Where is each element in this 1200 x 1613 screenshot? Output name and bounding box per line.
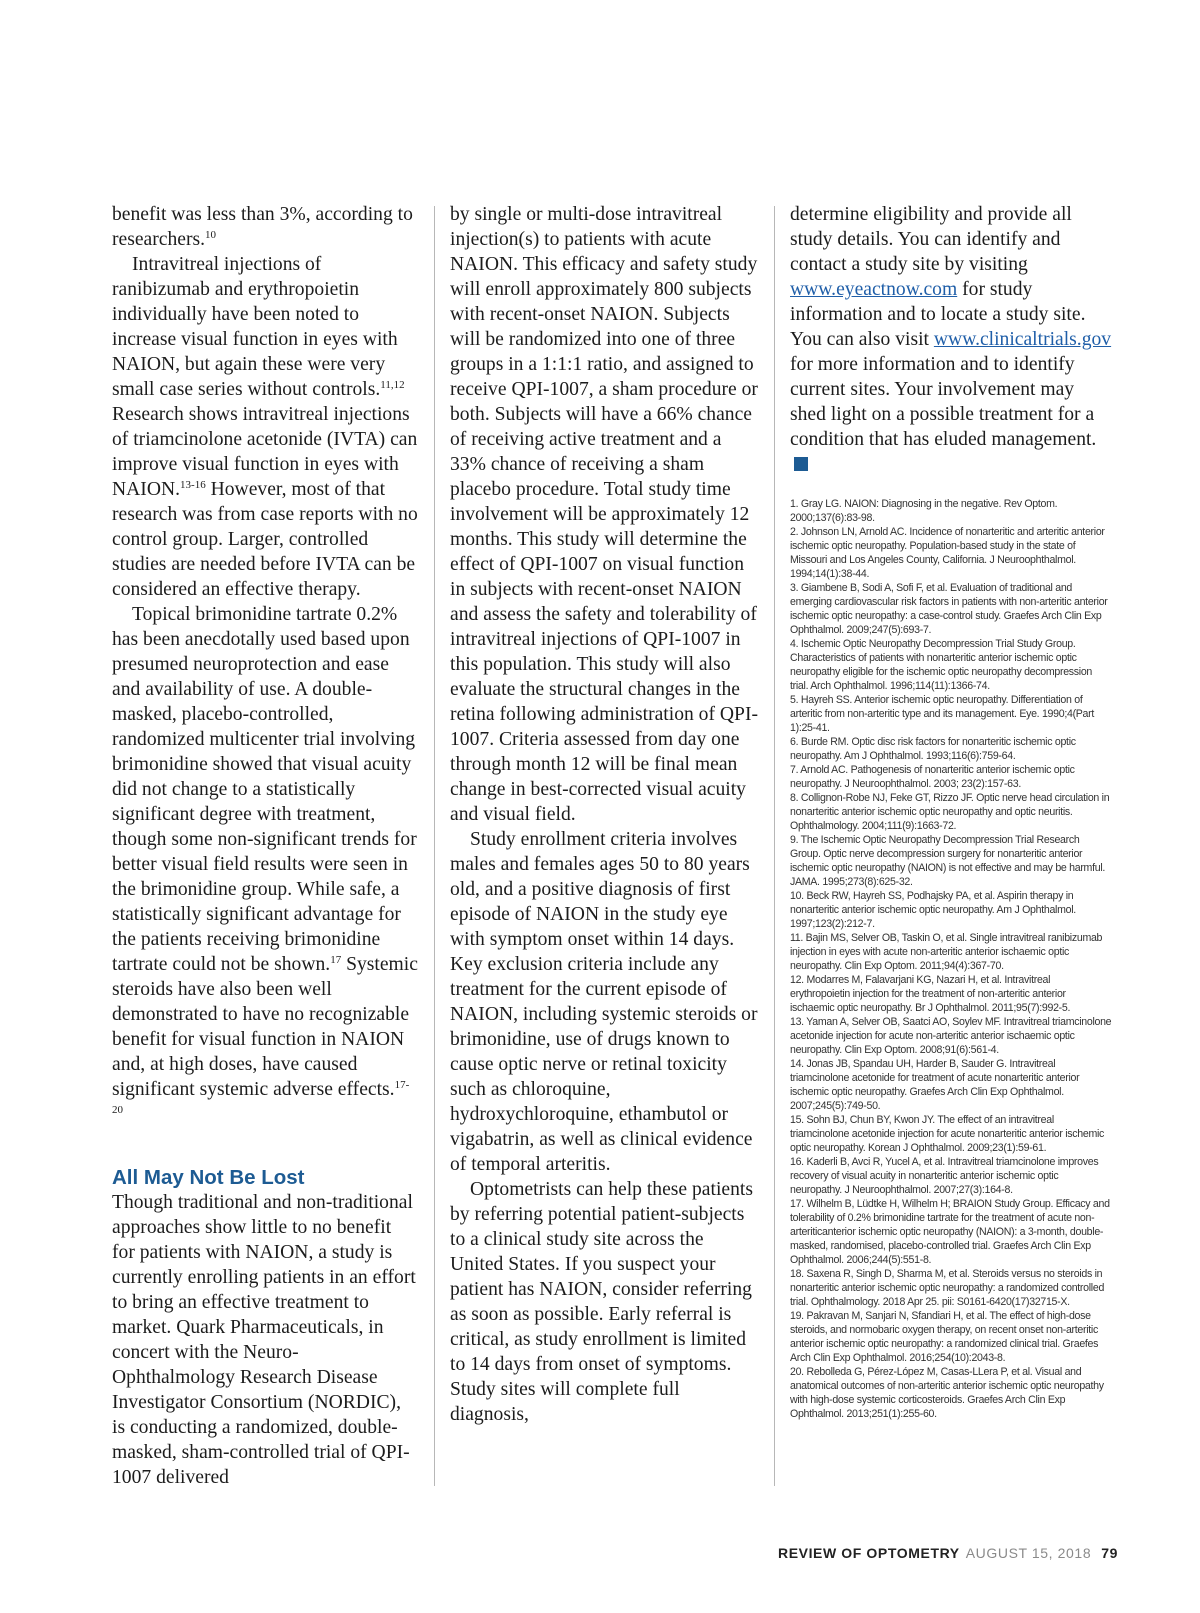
reference-item: 6. Burde RM. Optic disc risk factors for nonarteritic ischemic optic neuropathy. Am J Ophthalmol. 1993;116(6):759-64. [790,736,1076,762]
reference-item: 12. Modarres M, Falavarjani KG, Nazari H, et al. Intravitreal erythropoietin injection for the treatment of non-arteritic anterior ischaemic optic neuropathy. Br J Ophthalmol. 2011;95(7):992-5. [790,974,1071,1014]
column-3 [790,202,1112,1421]
body-paragraph [112,252,418,602]
column-divider [434,206,435,1486]
citation: 10 [205,229,217,241]
citation: 17-20 [112,1079,410,1116]
reference-item: 8. Collignon-Robe NJ, Feke GT, Rizzo JF. Optic nerve head circulation in nonarteritic anterior ischemic optic neuropathy and optic neuritis. Ophthalmology. 2004;111(9):1663-72. [790,792,1110,832]
reference-item: 3. Giambene B, Sodi A, Sofi F, et al. Evaluation of traditional and emerging cardiovascular risk factors in patients with non-arteritic anterior ischemic optic neuropathy: a case-control study. Graefes Arch Clin Exp Ophthalmol. 2009;247(5):693-7. [790,582,1108,636]
column-divider [774,206,775,1486]
reference-item: 11. Bajin MS, Selver OB, Taskin O, et al. Single intravitreal ranibizumab injection in eyes with acute non-arteritic anterior ischaemic optic neuropathy. Clin Exp Optom. 2011;94(4):367-70. [790,932,1103,972]
paragraph-text: However, most of that research was from case reports with no control group. Larger, controlled studies are needed before IVTA can be considered an effective therapy. [112,479,418,600]
references-list [790,497,1112,1421]
reference-item: 7. Arnold AC. Pathogenesis of nonarteritic anterior ischemic optic neuropathy. J Neuroophthalmol. 2003; 23(2):157-63. [790,764,1075,790]
section-heading: All May Not Be Lost [112,1166,305,1189]
clinicaltrials-link[interactable]: www.clinicaltrials.gov [933,329,1112,350]
body-paragraph: by single or multi-dose intravitreal injection(s) to patients with acute NAION. This efficacy and safety study will enroll approximately 800 subjects with recent-onset NAION. Subjects will be randomized into one of three groups in a 1:1:1 ratio, and assigned to receive QPI-1007, a sham procedure or both. Subjects will have a 66% chance of receiving active treatment and a 33% chance of receiving a sham placebo procedure. Total study time involvement will be approximately 12 months. This study will determine the effect of QPI-1007 on visual function in subjects with recent-onset NAION and assess the safety and tolerability of intravitreal injections of QPI-1007 in this population. This study will also evaluate the structural changes in the retina following administration of QPI-1007. Criteria assessed from day one through month 12 will be final mean change in best-corrected visual acuity and visual field. [450,204,758,825]
reference-item: 20. Rebolleda G, Pérez-López M, Casas-LLera P, et al. Visual and anatomical outcomes of non-arteritic anterior ischemic optic neuropathy with high-dose systemic corticosteroids. Graefes Arch Clin Exp Ophthalmol. 2013;251(1):255-60. [790,1366,1104,1420]
body-paragraph [112,602,418,1127]
reference-item: 14. Jonas JB, Spandau UH, Harder B, Sauder G. Intravitreal triamcinolone acetonide for treatment of acute nonarteritic anterior ischemic optic neuropathy. Graefes Arch Clin Exp Ophthalmol. 2007;245(5):749-50. [790,1058,1080,1112]
paragraph-text: benefit was less than 3%, according to researchers. [112,204,413,250]
citation: 11,12 [380,379,405,391]
reference-item: 5. Hayreh SS. Anterior ischemic optic neuropathy. Differentiation of arteritic from non-arteritic type and its management. Eye. 1990;4(Part 1):25-41. [790,694,1095,734]
citation: 13-16 [180,479,206,491]
body-paragraph [112,202,418,252]
paragraph-text: Research shows intravitreal injections of triamcinolone acetonide (IVTA) can improve visual function in eyes with NAION. [112,404,418,500]
issue-date: AUGUST 15, 2018 [965,1545,1092,1561]
body-paragraph [790,202,1112,477]
paragraph-text: Systemic steroids have also been well demonstrated to have no recognizable benefit for visual function in NAION and, at high doses, have caused significant systemic adverse effects. [112,954,418,1100]
reference-item: 9. The Ischemic Optic Neuropathy Decompression Trial Research Group. Optic nerve decompression surgery for nonarteritic anterior ischemic optic neuropathy (NAION) is not effective and may be harmful. JAMA. 1995;273(8):625-32. [790,834,1106,888]
eyeactnow-link[interactable]: www.eyeactnow.com [790,279,958,300]
page-footer [778,1545,1118,1561]
paragraph-text: Intravitreal injections of ranibizumab and erythropoietin individually have been noted to increase visual function in eyes with NAION, but again these were very small case series without controls. [112,254,398,400]
reference-item: 1. Gray LG. NAION: Diagnosing in the negative. Rev Optom. 2000;137(6):83-98. [790,498,1058,524]
reference-item: 10. Beck RW, Hayreh SS, Podhajsky PA, et al. Aspirin therapy in nonarteritic anterior ischemic optic neuropathy. Am J Ophthalmol. 1997;123(2):212-7. [790,890,1076,930]
reference-item: 15. Sohn BJ, Chun BY, Kwon JY. The effect of an intravitreal triamcinolone acetonide injection for acute nonarteritic anterior ischemic optic neuropathy. Korean J Ophthalmol. 2009;23(1):59-61. [790,1114,1105,1154]
reference-item: 18. Saxena R, Singh D, Sharma M, et al. Steroids versus no steroids in nonarteritic anterior ischemic optic neuropathy: a randomized controlled trial. Ophthalmology. 2018 Apr 25. pii: S0161-6420(17)32715-X. [790,1268,1105,1308]
page-number: 79 [1101,1545,1118,1561]
column-1 [112,202,418,1490]
reference-item: 2. Johnson LN, Arnold AC. Incidence of nonarteritic and arteritic anterior ischemic optic neuropathy. Population-based study in the state of Missouri and Los Angeles County, California. J Neuroophthalmol. 1994;14(1):38-44. [790,526,1105,580]
body-paragraph: Optometrists can help these patients by referring potential patient-subjects to a clinical study site across the United States. If you suspect your patient has NAION, consider referring as soon as possible. Early referral is critical, as study enrollment is limited to 14 days from onset of symptoms. Study sites will complete full diagnosis, [450,1179,753,1425]
paragraph-text: for more information and to identify current sites. Your involvement may shed light on a possible treatment for a condition that has eluded management. [790,354,1097,450]
body-paragraph: Study enrollment criteria involves males and females ages 50 to 80 years old, and a positive diagnosis of first episode of NAION in the study eye with symptom onset within 14 days. Key exclusion criteria include any treatment for the current episode of NAION, including systemic steroids or brimonidine, use of drugs known to cause optic nerve or retinal toxicity such as chloroquine, hydroxychloroquine, ethambutol or vigabatrin, as well as clinical evidence of temporal arteritis. [450,829,758,1175]
column-2 [450,202,760,1427]
reference-item: 17. Wilhelm B, Lüdtke H, Wilhelm H; BRAION Study Group. Efficacy and tolerability of 0.2% brimonidine tartrate for the treatment of acute non-arteriticanterior ischemic optic neuropathy (NAION): a 3-month, double-masked, randomised, placebo-controlled trial. Graefes Arch Clin Exp Ophthalmol. 2006;244(5):551-8. [790,1198,1110,1266]
paragraph-text: determine eligibility and provide all study details. You can identify and contact a study site by visiting [790,204,1072,275]
reference-item: 19. Pakravan M, Sanjari N, Sfandiari H, et al. The effect of high-dose steroids, and normobaric oxygen therapy, on recent onset non-arteritic anterior ischemic optic neuropathy: a randomized clinical trial. Graefes Arch Clin Exp Ophthalmol. 2016;254(10):2043-8. [790,1310,1099,1364]
reference-item: 16. Kaderli B, Avci R, Yucel A, et al. Intravitreal triamcinolone improves recovery of visual acuity in nonarteritic anterior ischemic optic neuropathy. J Neuroophthalmol. 2007;27(3):164-8. [790,1156,1099,1196]
end-of-article-mark [794,457,808,471]
body-paragraph: Though traditional and non-traditional approaches show little to no benefit for patients with NAION, a study is currently enrolling patients in an effort to bring an effective treatment to market. Quark Pharmaceuticals, in concert with the Neuro-Ophthalmology Research Disease Investigator Consortium (NORDIC), is conducting a randomized, double-masked, sham-controlled trial of QPI-1007 delivered [112,1192,416,1488]
reference-item: 4. Ischemic Optic Neuropathy Decompression Trial Study Group. Characteristics of patients with nonarteritic anterior ischemic optic neuropathy eligible for the ischemic optic neuropathy decompression trial. Arch Ophthalmol. 1996;114(11):1366-74. [790,638,1093,692]
citation: 17 [330,954,342,966]
paragraph-text: Topical brimonidine tartrate 0.2% has been anecdotally used based upon presumed neuroprotection and ease and availability of use. A double-masked, placebo-controlled, randomized multicenter trial involving brimonidine showed that visual acuity did not change to a statistically significant degree with treatment, though some non-significant trends for better visual field results were seen in the brimonidine group. While safe, a statistically significant advantage for the patients receiving brimonidine tartrate could not be shown. [112,604,417,975]
magazine-name: REVIEW OF OPTOMETRY [777,1545,960,1561]
paragraph-text: for study information and to locate a study site. You can also visit [790,279,1086,350]
reference-item: 13. Yaman A, Selver OB, Saatci AO, Soylev MF. Intravitreal triamcinolone acetonide injection for acute non-arteritic anterior ischaemic optic neuropathy. Clin Exp Optom. 2008;91(6):561-4. [790,1016,1112,1056]
